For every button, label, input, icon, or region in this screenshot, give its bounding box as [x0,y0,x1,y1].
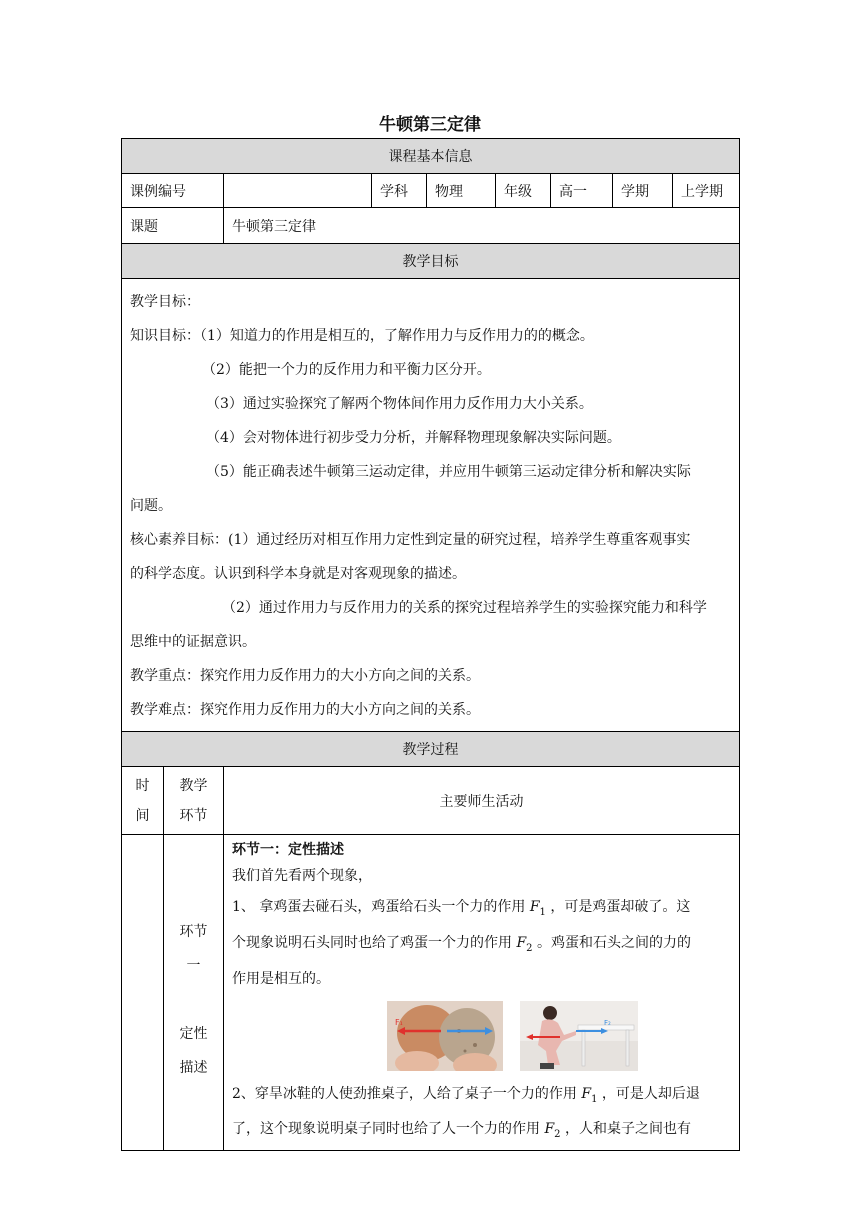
text-span: ，可是人却后退 [601,1085,700,1102]
col-header-time-line: 时 [135,777,150,794]
force-symbol: F [516,934,527,951]
stage-line: 一 [186,958,201,974]
col-header-activity: 主要师生活动 [224,767,740,835]
lesson-no-value [224,174,372,208]
col-header-time-line: 间 [135,807,150,824]
skater-push-photo [520,1001,638,1071]
text-span: 个现象说明石头同时也给了鸡蛋一个力的作用 [232,934,512,951]
force-subscript: 1 [591,1093,598,1105]
activity-item2-line2 [232,1114,733,1150]
goals-line: （2）通过作用力与反作用力的关系的探究过程培养学生的实验探究能力和科学 [222,600,707,616]
activity-item1-line3: 作用是相互的。 [232,970,330,987]
stage-cell [164,835,224,1151]
time-cell [122,835,164,1151]
subject-value: 物理 [427,174,496,208]
egg-stone-photo [387,1001,503,1071]
text-span: 了，这个现象说明桌子同时也给了人一个力的作用 [232,1121,540,1138]
arrow-label-f1: F₁ [395,1017,403,1027]
activity-item1-line1 [232,892,733,928]
goals-line: （5）能正确表述牛顿第三运动定律，并应用牛顿第三运动定律分析和解决实际 [206,464,691,480]
goals-content [122,279,740,732]
activity-cell [224,835,740,1151]
section-header-process: 教学过程 [122,732,740,767]
goals-line: 思维中的证据意识。 [130,634,256,650]
goals-line: 问题。 [130,498,172,514]
force-subscript: 1 [539,906,546,918]
goals-line: 的科学态度。认识到科学本身就是对客观现象的描述。 [130,566,466,582]
activity-item2-line1 [232,1079,733,1115]
text-span: ，人和桌子之间也有 [565,1121,691,1138]
stage-line: 定性 [179,1026,208,1042]
text-span: 2、穿旱冰鞋的人使劲推桌子，人给了桌子一个力的作用 [232,1085,577,1102]
topic-value: 牛顿第三定律 [224,208,740,244]
page-title: 牛顿第三定律 [379,115,481,135]
text-span: 。鸡蛋和石头之间的力的 [537,934,691,951]
text-span: ，可是鸡蛋却破了。这 [550,899,691,915]
goals-line: （2）能把一个力的反作用力和平衡力区分开。 [202,362,491,378]
goals-line: （3）通过实验探究了解两个物体间作用力反作用力大小关系。 [206,396,593,412]
subject-label: 学科 [372,174,427,208]
activity-heading: 环节一：定性描述 [232,842,344,858]
force-subscript: 2 [554,1129,561,1141]
section-header-goals: 教学目标 [122,244,740,279]
section-header-basic: 课程基本信息 [122,139,740,174]
arrow-label-f2: F₂ [604,1018,611,1027]
activity-intro: 我们首先看两个现象， [232,868,372,884]
goals-line: 教学难点：探究作用力反作用力的大小方向之间的关系。 [130,702,480,718]
activity-item1-line2 [232,928,733,964]
stage-line: 描述 [179,1060,208,1076]
grade-label: 年级 [496,174,551,208]
col-header-stage-line: 教学 [179,777,208,794]
stage-spacer [164,983,223,1017]
goals-line: （4）会对物体进行初步受力分析，并解释物理现象解决实际问题。 [206,430,621,446]
force-symbol: F [529,899,540,915]
goals-line: 教学目标： [130,294,200,310]
lesson-plan-table [121,138,740,1151]
col-header-time [122,767,164,835]
term-value: 上学期 [673,174,740,208]
illustration-row [232,1001,733,1077]
lesson-no-label: 课例编号 [122,174,224,208]
col-header-stage [164,767,224,835]
grade-value: 高一 [551,174,613,208]
topic-label: 课题 [122,208,224,244]
force-symbol: F [544,1121,555,1138]
force-subscript: 2 [526,942,533,954]
goals-line: 教学重点：探究作用力反作用力的大小方向之间的关系。 [130,668,480,684]
goals-line: 知识目标：（1）知道力的作用是相互的，了解作用力与反作用力的的概念。 [130,328,594,344]
text-span: 1、 拿鸡蛋去碰石头，鸡蛋给石头一个力的作用 [232,899,526,915]
col-header-stage-line: 环节 [179,807,208,824]
force-symbol: F [581,1085,592,1102]
goals-line: 核心素养目标：(1）通过经历对相互作用力定性到定量的研究过程，培养学生尊重客观事实 [130,532,691,548]
stage-line: 环节 [179,924,208,940]
term-label: 学期 [613,174,673,208]
